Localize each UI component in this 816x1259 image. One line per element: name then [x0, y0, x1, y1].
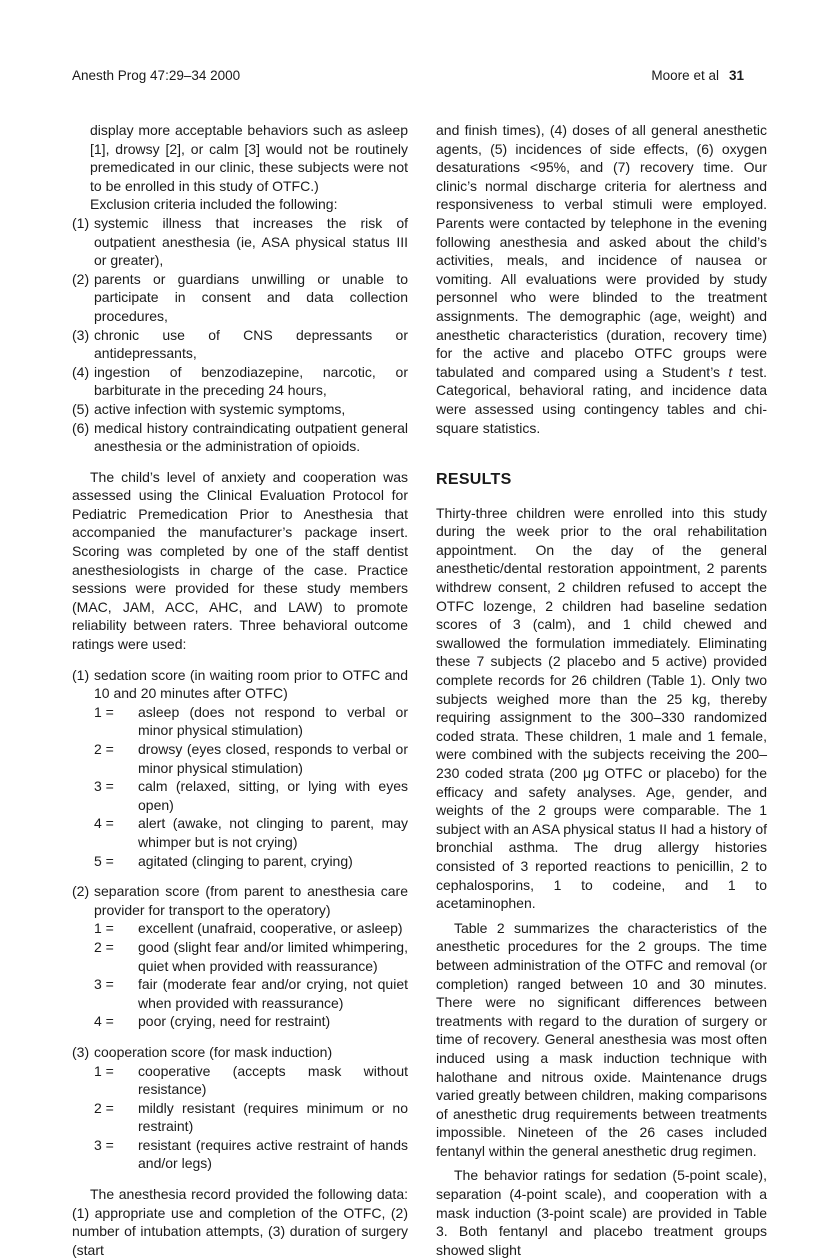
header-authors: Moore et al — [651, 68, 719, 83]
list-item: (1) systemic illness that increases the risk of outpatient anesthesia (ie, ASA physical status III or greater), — [72, 214, 408, 269]
exclusion-intro: Exclusion criteria included the following: — [90, 196, 338, 213]
separation-score-title: (2) separation score (from parent to anesthesia care provider for transport to the operatory) — [72, 883, 408, 918]
running-header — [72, 68, 744, 88]
list-item: (3) chronic use of CNS depressants or antidepressants, — [72, 326, 408, 362]
list-item: 2 = mildly resistant (requires minimum or no restraint) — [94, 1099, 408, 1135]
list-item: 2 = drowsy (eyes closed, responds to verbal or minor physical stimulation) — [94, 741, 408, 776]
exclusion-list — [72, 214, 408, 456]
list-item: 1 = asleep (does not respond to verbal or minor physical stimulation) — [94, 703, 408, 739]
list-item: 1 = cooperative (accepts mask without resistance) — [94, 1062, 408, 1098]
list-item: (2) parents or guardians unwilling or unable to participate in consent and data collection procedures, — [72, 270, 408, 324]
list-item: 4 = alert (awake, not clinging to parent, may whimper but is not crying) — [94, 815, 408, 850]
list-item: 3 = calm (relaxed, sitting, or lying with eyes open) — [94, 778, 408, 813]
cooperation-scale — [72, 1062, 408, 1174]
list-item: 4 = poor (crying, need for restraint) — [94, 1013, 331, 1030]
list-item: 3 = resistant (requires active restraint of hands and/or legs) — [94, 1136, 408, 1172]
sedation-scale — [72, 703, 408, 870]
results-paragraph-2: Table 2 summarizes the characteristics of the anesthetic procedures for the 2 groups. The time between administration of the OTFC and removal (or completion) ranged between 10 and 30 minutes. There were no significant differences between treatments with regard to the duration of surgery or time of recovery. General anesthesia was most often induced using a mask induction technique with halothane and nitrous oxide. Maintenance drugs varied greatly between children, making comparisons of anesthetic drug requirements between treatments impossible. Nineteen of the 26 cases included fentanyl within the general anesthetic drug regimen. — [436, 919, 767, 1159]
list-item: (5) active infection with systemic symptoms, — [72, 400, 346, 417]
results-paragraph-3: The behavior ratings for sedation (5-point scale), separation (4-point scale), and cooperation with a mask induction (3-point scale) are provided in Table 3. Both fentanyl and placebo treatment groups showed slight — [436, 1167, 767, 1258]
cooperation-score-title: (3) cooperation score (for mask induction) — [72, 1043, 333, 1060]
page-number: 31 — [728, 68, 744, 83]
left-column — [72, 121, 408, 1259]
journal-citation: Anesth Prog 47:29–34 2000 — [72, 68, 241, 83]
results-paragraph-1: Thirty-three children were enrolled into this study during the week prior to the oral rehabilitation appointment. On the day of the general anesthetic/dental restoration appointment, 2 parents withdrew consent, 2 children refused to accept the OTFC lozenge, 2 children had baseline sedation scores of 3 (calm), and 1 child chewed and swallowed the formulation immediately. Eliminating these 7 subjects (2 placebo and 5 active) provided complete records for 26 children (Table 1). Only two subjects weighed more than the 25 kg, thereby requiring assignment to the 300–330 randomized coded strata. These children, 1 male and 1 female, were combined with the subjects receiving the 200–230 coded strata (200 μg OTFC or placebo) for the efficacy and safety analyses. Age, gender, and weights of the 2 groups were comparable. The 1 subject with an ASA physical status II had a history of bronchial asthma. The drug allergy histories consisted of 3 reported reactions to penicillin, 2 to cephalosporins, 1 to codeine, and 1 to acetaminophen. — [436, 504, 767, 912]
right-column — [436, 121, 767, 1259]
header-right — [651, 68, 744, 83]
methods-continued-paragraph: and finish times), (4) doses of all general anesthetic agents, (5) incidences of side effects, (6) oxygen desaturations <95%, and (7) recovery time. Our clinic’s normal discharge criteria for alertness and responsiveness to verbal stimuli were employed. Parents were contacted by telephone in the evening following anesthesia and asked about the child’s activities, meals, and incidence of nausea or vomiting. All evaluations were provided by study personnel who were blinded to the treatment assignments. The demographic (age, weight) and anesthetic characteristics (duration, recovery time) for the active and placebo OTFC groups were tabulated and compared using a Student’s t test. Categorical, behavioral rating, and incidence data were assessed using contingency tables and chi-square statistics. — [436, 122, 767, 436]
list-item: (6) medical history contraindicating outpatient general anesthesia or the administration of opioids. — [72, 419, 408, 455]
anesthesia-record-paragraph: The anesthesia record provided the following data: (1) appropriate use and completion of the OTFC, (2) number of intubation attempts, (3) duration of surgery (start — [72, 1186, 408, 1258]
results-heading: RESULTS — [436, 471, 512, 489]
intro-paragraph: display more acceptable behaviors such as asleep [1], drowsy [2], or calm [3] would not be routinely premedicated in our clinic, these subjects were not to be enrolled in this study of OTFC.) — [90, 122, 408, 194]
separation-score-block — [72, 882, 408, 1031]
sedation-score-title: (1) sedation score (in waiting room prior to OTFC and 10 and 20 minutes after OTFC) — [72, 666, 408, 702]
sedation-score-block — [72, 666, 408, 871]
list-item: 3 = fair (moderate fear and/or crying, not quiet when provided with reassurance) — [94, 976, 408, 1011]
list-item: 5 = agitated (clinging to parent, crying) — [94, 852, 353, 869]
cooperation-score-block — [72, 1043, 408, 1173]
anxiety-paragraph: The child’s level of anxiety and cooperation was assessed using the Clinical Evaluation Protocol for Pediatric Premedication Prior to Anesthesia that accompanied the manufacturer’s package insert. Scoring was completed by one of the staff dentist anesthesiologists in charge of the case. Practice sessions were provided for these study members (MAC, JAM, ACC, AHC, and LAW) to promote reliability between raters. Three behavioral outcome ratings were used: — [72, 468, 408, 653]
list-item: 1 = excellent (unafraid, cooperative, or asleep) — [94, 920, 403, 937]
list-item: 2 = good (slight fear and/or limited whimpering, quiet when provided with reassurance) — [94, 938, 408, 974]
list-item: (4) ingestion of benzodiazepine, narcotic, or barbiturate in the preceding 24 hours, — [72, 363, 408, 399]
separation-scale — [72, 919, 408, 1031]
